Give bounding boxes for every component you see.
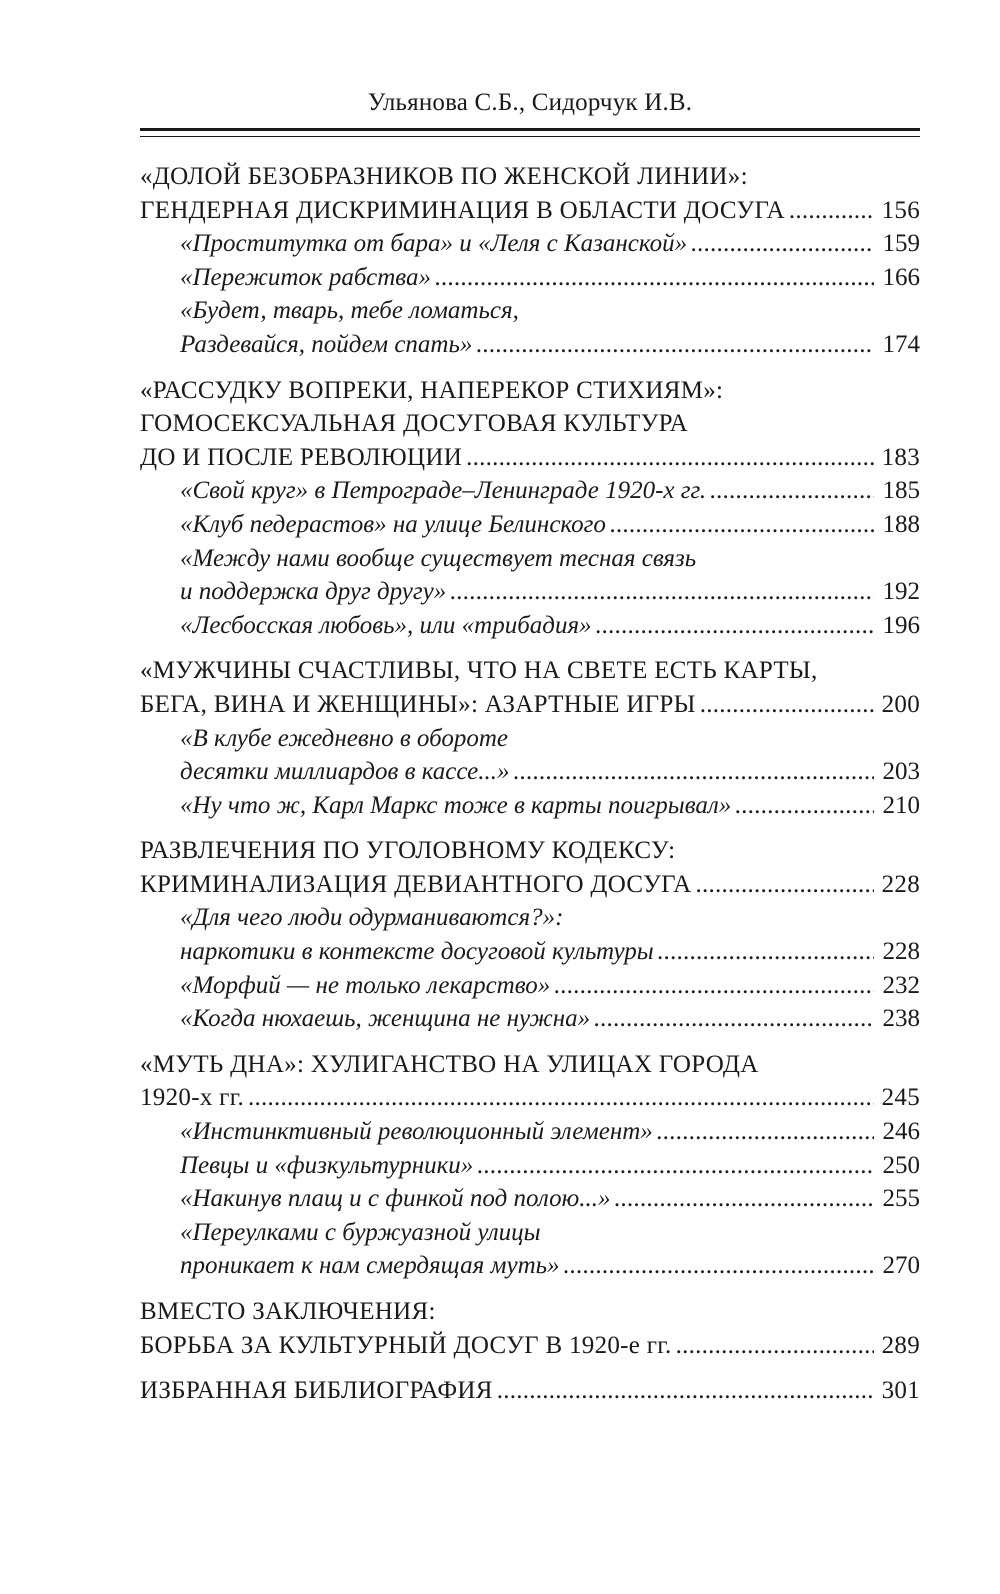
subsection — [140, 969, 920, 1003]
subsection — [140, 1002, 920, 1036]
header-rule-thin — [140, 136, 920, 137]
page-number: 228 — [881, 870, 920, 898]
page-number: 246 — [882, 1118, 920, 1146]
section-title-line: ВМЕСТО ЗАКЛЮЧЕНИЯ: — [140, 1298, 436, 1325]
page-number: 192 — [882, 578, 920, 606]
dot-leader — [695, 868, 874, 902]
subsection — [140, 1182, 920, 1216]
section-title-last-line: ДО И ПОСЛЕ РЕВОЛЮЦИИ — [140, 443, 463, 471]
dot-leader — [735, 789, 874, 823]
page-number: 174 — [882, 330, 920, 358]
page-number: 255 — [882, 1185, 920, 1213]
toc-section — [140, 834, 920, 1036]
dot-leader — [248, 1081, 874, 1115]
section-title-line: «РАССУДКУ ВОПРЕКИ, НАПЕРЕКОР СТИХИЯМ»: — [140, 376, 724, 404]
dot-leader — [610, 508, 874, 542]
subsection-entry[interactable] — [180, 261, 920, 295]
subsection-entry[interactable] — [180, 227, 920, 261]
dot-leader — [466, 441, 874, 475]
page-number: 289 — [881, 1331, 920, 1359]
page-number: 228 — [882, 938, 920, 966]
subsection-title-last-line: «Клуб педерастов» на улице Белинского — [180, 510, 606, 538]
subsection-title-last-line: «Свой круг» в Петрограде–Ленинграде 1920-х гг. — [180, 477, 707, 505]
subsection-entry[interactable] — [180, 935, 920, 969]
subsection — [140, 542, 920, 609]
dot-leader — [450, 575, 874, 609]
subsection — [140, 789, 920, 823]
page-number: 188 — [882, 510, 920, 538]
section-entry[interactable] — [140, 1374, 920, 1408]
page-number: 245 — [881, 1084, 920, 1112]
page-number: 159 — [882, 230, 920, 258]
subsection-title-last-line: Певцы и «физкультурники» — [180, 1151, 474, 1179]
subsection-title-last-line: Раздевайся, пойдем спать» — [180, 330, 473, 358]
dot-leader — [554, 969, 874, 1003]
dot-leader — [658, 935, 874, 969]
subsection-entry[interactable] — [180, 508, 920, 542]
subsection — [140, 474, 920, 508]
section-title-last-line: БОРЬБА ЗА КУЛЬТУРНЫЙ ДОСУГ В 1920-е гг. — [140, 1331, 672, 1359]
page-number: 250 — [882, 1151, 920, 1179]
subsection-entry[interactable] — [180, 969, 920, 1003]
subsection-title-last-line: и поддержка друг другу» — [180, 578, 447, 606]
page-number: 200 — [881, 690, 920, 718]
subsection — [140, 901, 920, 968]
dot-leader — [700, 688, 874, 722]
subsection-entry[interactable] — [180, 1249, 920, 1283]
section-entry[interactable] — [140, 688, 920, 722]
dot-leader — [477, 1149, 874, 1183]
subsection-title-last-line: наркотики в контексте досуговой культуры — [180, 938, 654, 966]
subsection-title-line: «В клубе ежедневно в обороте — [180, 724, 508, 752]
subsection-entry[interactable] — [180, 755, 920, 789]
page-number: 210 — [882, 791, 920, 819]
toc-section — [140, 654, 920, 822]
dot-leader — [596, 609, 874, 643]
subsection-title-last-line: десятки миллиардов в кассе...» — [180, 758, 510, 786]
subsection — [140, 261, 920, 295]
subsection — [140, 1149, 920, 1183]
subsection — [140, 508, 920, 542]
subsection — [140, 1115, 920, 1149]
subsection — [140, 294, 920, 361]
dot-leader — [657, 1115, 874, 1149]
section-title-last-line: ИЗБРАННАЯ БИБЛИОГРАФИЯ — [140, 1377, 493, 1405]
subsection-title-line: «Для чего люди одурманиваются?»: — [180, 904, 564, 932]
subsection-entry[interactable] — [180, 1002, 920, 1036]
subsection-title-last-line: «Накинув плащ и с финкой под полою...» — [180, 1185, 611, 1213]
section-entry[interactable] — [140, 194, 920, 228]
header-rule-thick — [140, 128, 920, 131]
section-title-last-line: БЕГА, ВИНА И ЖЕНЩИНЫ»: АЗАРТНЫЕ ИГРЫ — [140, 690, 696, 718]
subsection — [140, 722, 920, 789]
dot-leader — [614, 1182, 874, 1216]
toc-section — [140, 1295, 920, 1362]
dot-leader — [789, 194, 874, 228]
toc-section — [140, 160, 920, 362]
subsection — [140, 227, 920, 261]
section-title-line: «ДОЛОЙ БЕЗОБРАЗНИКОВ ПО ЖЕНСКОЙ ЛИНИИ»: — [140, 163, 748, 190]
section-title-last-line: КРИМИНАЛИЗАЦИЯ ДЕВИАНТНОГО ДОСУГА — [140, 870, 692, 898]
subsection — [140, 1216, 920, 1283]
dot-leader — [497, 1374, 874, 1408]
page-number: 166 — [882, 263, 920, 291]
dot-leader — [435, 261, 874, 295]
subsection-title-last-line: «Проститутка от бара» и «Леля с Казанской» — [180, 230, 688, 258]
page-number: 238 — [882, 1005, 920, 1033]
page-number: 203 — [882, 758, 920, 786]
section-entry[interactable] — [140, 1081, 920, 1115]
subsection-title-line: «Переулками с буржуазной улицы — [180, 1218, 541, 1246]
dot-leader — [564, 1249, 874, 1283]
dot-leader — [476, 328, 874, 362]
subsection-title-last-line: «Инстинктивный революционный элемент» — [180, 1118, 653, 1146]
subsection-title-line: «Будет, тварь, тебе ломаться, — [180, 297, 519, 325]
page-number: 232 — [882, 971, 920, 999]
toc-section — [140, 1374, 920, 1408]
subsection-title-line: «Между нами вообще существует тесная связь — [180, 544, 697, 572]
section-title-last-line: 1920-х гг. — [140, 1084, 245, 1112]
section-title-line: РАЗВЛЕЧЕНИЯ ПО УГОЛОВНОМУ КОДЕКСУ: — [140, 837, 676, 865]
dot-leader — [710, 474, 874, 508]
dot-leader — [514, 755, 875, 789]
dot-leader — [594, 1002, 874, 1036]
page-number: 156 — [881, 196, 920, 224]
subsection-title-last-line: «Ну что ж, Карл Маркс тоже в карты поигрывал» — [180, 791, 732, 819]
section-title-line: ГОМОСЕКСУАЛЬНАЯ ДОСУГОВАЯ КУЛЬТУРА — [140, 410, 688, 438]
subsection-title-last-line: «Пережиток рабства» — [180, 263, 431, 291]
page-number: 196 — [882, 611, 920, 639]
subsection-entry[interactable] — [180, 575, 920, 609]
dot-leader — [691, 227, 874, 261]
subsection-entry[interactable] — [180, 789, 920, 823]
page-number: 301 — [881, 1377, 920, 1405]
page-number: 185 — [882, 477, 920, 505]
page-number: 183 — [881, 443, 920, 471]
subsection-entry[interactable] — [180, 328, 920, 362]
subsection-entry[interactable] — [180, 609, 920, 643]
dot-leader — [676, 1329, 874, 1363]
section-entry[interactable] — [140, 868, 920, 902]
section-title-line: «МУТЬ ДНА»: ХУЛИГАНСТВО НА УЛИЦАХ ГОРОДА — [140, 1050, 759, 1078]
page-number: 270 — [882, 1252, 920, 1280]
section-entry[interactable] — [140, 441, 920, 475]
table-of-contents — [140, 160, 920, 1408]
subsection-entry[interactable] — [180, 474, 920, 508]
subsection-title-last-line: проникает к нам смердящая муть» — [180, 1252, 560, 1280]
running-header: Ульянова С.Б., Сидорчук И.В. — [367, 89, 693, 116]
toc-section — [140, 374, 920, 643]
subsection — [140, 609, 920, 643]
subsection-title-last-line: «Морфий — не только лекарство» — [180, 971, 551, 999]
section-entry[interactable] — [140, 1329, 920, 1363]
section-title-line: «МУЖЧИНЫ СЧАСТЛИВЫ, ЧТО НА СВЕТЕ ЕСТЬ КАРТЫ, — [140, 657, 818, 685]
toc-section — [140, 1048, 920, 1283]
subsection-title-last-line: «Лесбосская любовь», или «трибадия» — [180, 611, 592, 639]
subsection-entry[interactable] — [180, 1149, 920, 1183]
subsection-entry[interactable] — [180, 1182, 920, 1216]
section-title-last-line: ГЕНДЕРНАЯ ДИСКРИМИНАЦИЯ В ОБЛАСТИ ДОСУГА — [140, 196, 785, 224]
subsection-title-last-line: «Когда нюхаешь, женщина не нужна» — [180, 1005, 591, 1033]
subsection-entry[interactable] — [180, 1115, 920, 1149]
